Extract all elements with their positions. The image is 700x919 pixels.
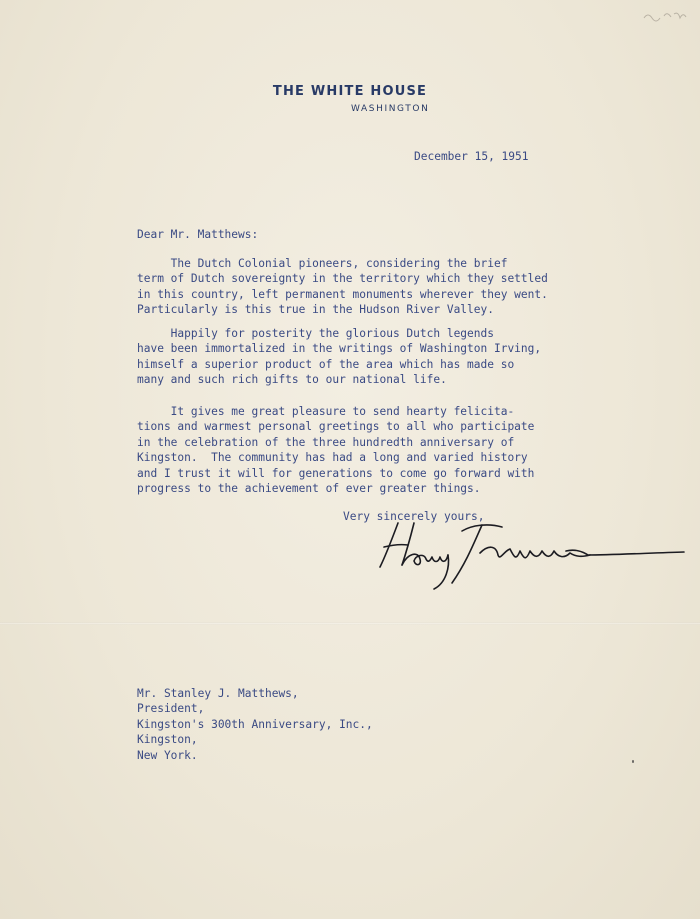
handwritten-signature	[370, 505, 690, 595]
paper-fold-crease	[0, 622, 700, 625]
paragraph-2: Happily for posterity the glorious Dutch legends have been immortalized in the writings of Washington Irving, himself a superior product of the area which has made so many and such rich gifts to our national life.	[137, 327, 542, 387]
letterhead-title: THE WHITE HOUSE	[272, 84, 428, 99]
recipient-address: Mr. Stanley J. Matthews, President, Kingston's 300th Anniversary, Inc., Kingston, New York.	[137, 687, 373, 762]
salutation: Dear Mr. Matthews:	[137, 228, 259, 241]
paragraph-1: The Dutch Colonial pioneers, considering the brief term of Dutch sovereignty in the territory which they settled in this country, left permanent monuments wherever they went. Particularly is this true in the Hudson River Valley.	[137, 257, 548, 317]
closing: Very sincerely yours,	[343, 510, 485, 523]
letterhead-subtitle: WASHINGTON	[351, 104, 430, 114]
paragraph-3: It gives me great pleasure to send hearty felicita- tions and warmest personal greetings to all who participate in the celebration of the three hundredth anniversary of Kingston. The community has had a long and varied history and I trust it will for generations to come go forward with progress to the achievement of ever greater things.	[137, 405, 535, 496]
letter-date: December 15, 1951	[414, 150, 529, 163]
paper-speck	[632, 760, 634, 763]
pencil-archive-mark	[640, 6, 690, 28]
